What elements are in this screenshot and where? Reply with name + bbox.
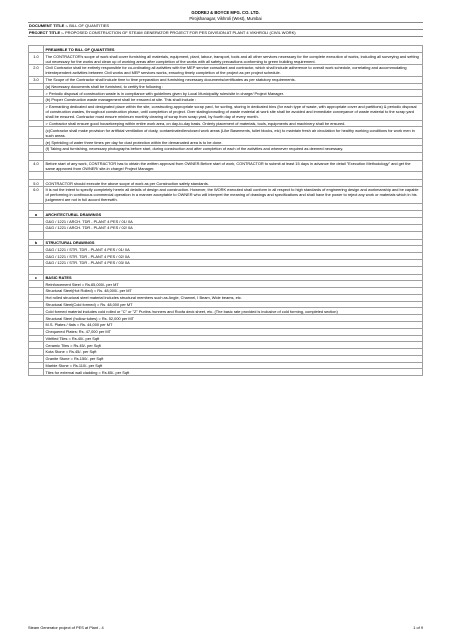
clause-number: c [29, 274, 44, 281]
empty-cell [44, 172, 423, 180]
clause-number [29, 342, 44, 349]
clause-row [29, 186, 423, 203]
clause-number [29, 83, 44, 90]
empty-cell [29, 203, 44, 211]
clause-row [29, 180, 423, 187]
section-item: Kota Stone = Rs.45/- per Sqft [44, 349, 423, 356]
page-footer [28, 625, 423, 630]
preamble-title: PREAMBLE TO BILL OF QUANTITIES [44, 46, 423, 53]
section-item: G&G / 1221 / ARCH. TDR - PLANT 4 PES / 01/ 0A [44, 218, 423, 225]
clause-row [29, 76, 423, 83]
empty-cell [44, 152, 423, 160]
company-address: Pirojshanagar, Vikhroli (West), Mumbai [189, 16, 262, 21]
clause-number [29, 246, 44, 253]
section-item-row [29, 253, 423, 260]
clause-number: 2.0 [29, 64, 44, 76]
section-item: Structural Steel (hollow tubes) = Rs. 52,000 per MT [44, 315, 423, 322]
clause-row [29, 103, 423, 120]
clause-number [29, 90, 44, 97]
clause-number [29, 97, 44, 104]
clause-number [29, 225, 44, 232]
section-item-row [29, 355, 423, 362]
section-item: Vitrified Tiles = Rs.40/- per Sqft [44, 335, 423, 342]
empty-cell [44, 266, 423, 274]
row-text: It is not the intent to specify completely herein all details of design and construction. However, the WORK executed shall conform in all respect to high standards of engineering design and workmanship and be capable of performing in continuous commercial operation in a manner acceptable to OWNER who will interpret the meaning of drawings and specifications and shall have the power to reject any work or materials which in his judgement are not in full accord therewith. [44, 186, 423, 203]
clause-number [29, 315, 44, 322]
section-heading-row [29, 211, 423, 218]
clause-number [29, 139, 44, 146]
document-title-label: DOCUMENT TITLE :- [29, 23, 69, 28]
section-item: Ceramic Tiles = Rs.45/- per Sqft [44, 342, 423, 349]
section-item: G&G / 1221 / ARCH. TDR - PLANT 4 PES / 02/ 0A [44, 225, 423, 232]
company-name: GODREJ & BOYCE MFG. CO. LTD. [191, 10, 260, 15]
spacer-row [29, 231, 423, 239]
spacer-row [29, 203, 423, 211]
row-text: (f) Taking and furnishing, necessary photographs before start, during construction and after completion of each of the activities and whenever required as deemed necessary. [44, 146, 423, 153]
clause-number: 3.0 [29, 76, 44, 83]
section-item-row [29, 301, 423, 308]
section-item-row [29, 349, 423, 356]
section-item-row [29, 294, 423, 301]
empty-cell [29, 231, 44, 239]
section-item-row [29, 281, 423, 288]
spacer-row [29, 266, 423, 274]
section-item-row [29, 308, 423, 315]
clause-number [29, 355, 44, 362]
section-item-row [29, 259, 423, 266]
clause-number [29, 288, 44, 295]
document-header [28, 10, 423, 22]
clause-number [29, 253, 44, 260]
row-text: (c)Contractor shall make provision for artificial ventilation of dusty, contaminated/enclosed work areas (Like Basements, toilet blocks, etc) to maintain fresh air circulation for healthy working conditions for work men in such areas. [44, 127, 423, 139]
section-title: ARCHITECTURAL DRAWINGS [44, 211, 423, 218]
section-item-row [29, 288, 423, 295]
clause-number [29, 218, 44, 225]
section-heading-row [29, 274, 423, 281]
empty-cell [29, 266, 44, 274]
section-item: M.S. Plates / flats = Rs. 44,000 per MT [44, 321, 423, 328]
section-item: Chequered Plates: Rs. 47,000 per MT [44, 328, 423, 335]
row-text: Before start of any work, CONTRACTOR has to obtain the written approval from OWNER.Before start of work, CONTRACTOR to submit at least 15 days in advance the detail "Execution Methodology" and get the same approved from OWNER/ site-in charge/ Project Manager. [44, 160, 423, 172]
clause-number [29, 328, 44, 335]
section-item: Granite Stone = Rs.150/- per Sqft [44, 355, 423, 362]
clause-row [29, 90, 423, 97]
section-item-row [29, 328, 423, 335]
section-item: Reinforcement Steel = Rs.65,000/- per MT [44, 281, 423, 288]
clause-row [29, 120, 423, 127]
preamble-title-row [29, 46, 423, 53]
clause-number [29, 301, 44, 308]
section-item-row [29, 321, 423, 328]
boq-table [28, 45, 423, 376]
empty-cell [29, 152, 44, 160]
row-text: (e) Sprinkling of water three times per day for dust protection within the demarcated area is to be done. [44, 139, 423, 146]
clause-number [29, 120, 44, 127]
project-title-label: PROJECT TITLE :- [29, 30, 64, 36]
clause-number [29, 103, 44, 120]
footer-page-number: 1 of 9 [413, 625, 423, 630]
row-text: > Contractor shall ensure good housekeeping within entire work area, on day-to-day basis. Orderly placement of materials, tools, equipments and machinery shall be ensured. [44, 120, 423, 127]
section-item: Cold formed material includes cold rolled or "C" or "Z" Purlins /runners and Roofa deck sheet, etc. (The basic rate provided is inclusive of cold forming, completed section) [44, 308, 423, 315]
clause-number [29, 127, 44, 139]
section-item: G&G / 1221 / STR. TDR - PLANT 4 PES / 01/ 0A [44, 246, 423, 253]
clause-number: 1.0 [29, 53, 44, 65]
section-item: Hot rolled structural steel material includes structural members such as Angle, Channel, I Beam, Wide beams, etc. [44, 294, 423, 301]
clause-row [29, 127, 423, 139]
section-item-row [29, 315, 423, 322]
clause-number [29, 281, 44, 288]
clause-row [29, 146, 423, 153]
clause-number [29, 362, 44, 369]
clause-number [29, 321, 44, 328]
clause-number [29, 259, 44, 266]
clause-number [29, 294, 44, 301]
section-item-row [29, 342, 423, 349]
project-title-value: PROPOSED CONSTRUCTION OF STEAM GENERATOR PROJECT FOR PES DIVISION AT PLANT 4 VIKHROLI (CIVIL WORK) [65, 30, 296, 36]
clause-number [29, 369, 44, 376]
clause-row [29, 53, 423, 65]
row-text: > Earmarking dedicated and designated place within the site, constructing appropriate scrap yard, for sorting, storing in dedicated bins (for each type of waste, with appropriate cover and partitions) & periodic disposal of construction wastes, throughout construction phase, until completion of project. Over stating/crowding of waste material at work site shall be avoided and immediate conveyance of waste material to the scrap yard shall be ensured. Contractor must ensure minimum monthly clearing of scrap from scrap yard, by fourth day of every month. [44, 103, 423, 120]
section-item: Tiles for external wall cladding = Rs.65/- per Sqft [44, 369, 423, 376]
section-item-row [29, 362, 423, 369]
document-title-line [28, 22, 423, 30]
clause-row [29, 64, 423, 76]
project-title-line [28, 30, 423, 37]
row-text: The Scope of the Contractor shall include time to time preparation and furnishing necessary documents/certificates as per statutory requirements. [44, 76, 423, 83]
spacer-row [29, 152, 423, 160]
row-text: CONTRACTOR should execute the above scope of work as per Construction safety standards. [44, 180, 423, 187]
row-text: Civil Contractor shall be entirely responsible for co-ordinating all activities with the MEP service consultant and contractor, which shall include adherence to overall work schedule, correlating and accommodating interdependent activities between Civil works and MEP services works, ensuring timely completion of the project as per project schedule. [44, 64, 423, 76]
row-text: The CONTRACTOR's scope of work shall cover furnishing all materials, equipment, plant, labour, transport, tools and all other services necessary for the complete execution of works, including all surveying and setting out necessary for the works and clean up of working areas after completion of the works with all safety precautions conforming to green building requirement. [44, 53, 423, 65]
empty-cell [44, 231, 423, 239]
row-text: (b) Proper Construction waste management shall be ensured at site. This shall include : [44, 97, 423, 104]
clause-number: b [29, 239, 44, 246]
empty-cell [29, 172, 44, 180]
section-item-row [29, 225, 423, 232]
row-text: (a) Necessary documents shall be furnished, to certify the following : [44, 83, 423, 90]
section-item: Marble Stone = Rs.110/- per Sqft [44, 362, 423, 369]
row-text: > Periodic disposal of construction waste is in compliance with guidelines given by Local Municipality rules/site in charge/ Project Manager. [44, 90, 423, 97]
clause-number: 5.0 [29, 180, 44, 187]
section-item-row [29, 369, 423, 376]
section-title: BASIC RATES [44, 274, 423, 281]
empty-cell [44, 203, 423, 211]
section-item: G&G / 1221 / STR. TDR - PLANT 4 PES / 03/ 0A [44, 259, 423, 266]
clause-row [29, 139, 423, 146]
clause-number: 4.0 [29, 160, 44, 172]
clause-row [29, 97, 423, 104]
section-title: STRUCTURAL DRAWINGS [44, 239, 423, 246]
boq-sheet [28, 10, 423, 376]
clause-number [29, 146, 44, 153]
spacer-row [29, 172, 423, 180]
document-title-value: BILL OF QUANTITIES [69, 23, 110, 28]
section-item: G&G / 1221 / STR. TDR - PLANT 4 PES / 02/ 0A [44, 253, 423, 260]
footer-project-name: Steam Generator project of PES at Plant - 4 [28, 625, 104, 630]
clause-number [29, 46, 44, 53]
section-item-row [29, 246, 423, 253]
clause-row [29, 160, 423, 172]
section-item: Structural Steel(Cold formed) = Rs. 48,000 per MT [44, 301, 423, 308]
section-heading-row [29, 239, 423, 246]
clause-row [29, 83, 423, 90]
clause-number [29, 308, 44, 315]
section-item-row [29, 218, 423, 225]
clause-number: a [29, 211, 44, 218]
clause-number [29, 349, 44, 356]
section-item: Structural Steel(Hot Rolled) = Rs. 48,000/- per MT [44, 288, 423, 295]
clause-number: 6.0 [29, 186, 44, 203]
clause-number [29, 335, 44, 342]
section-item-row [29, 335, 423, 342]
